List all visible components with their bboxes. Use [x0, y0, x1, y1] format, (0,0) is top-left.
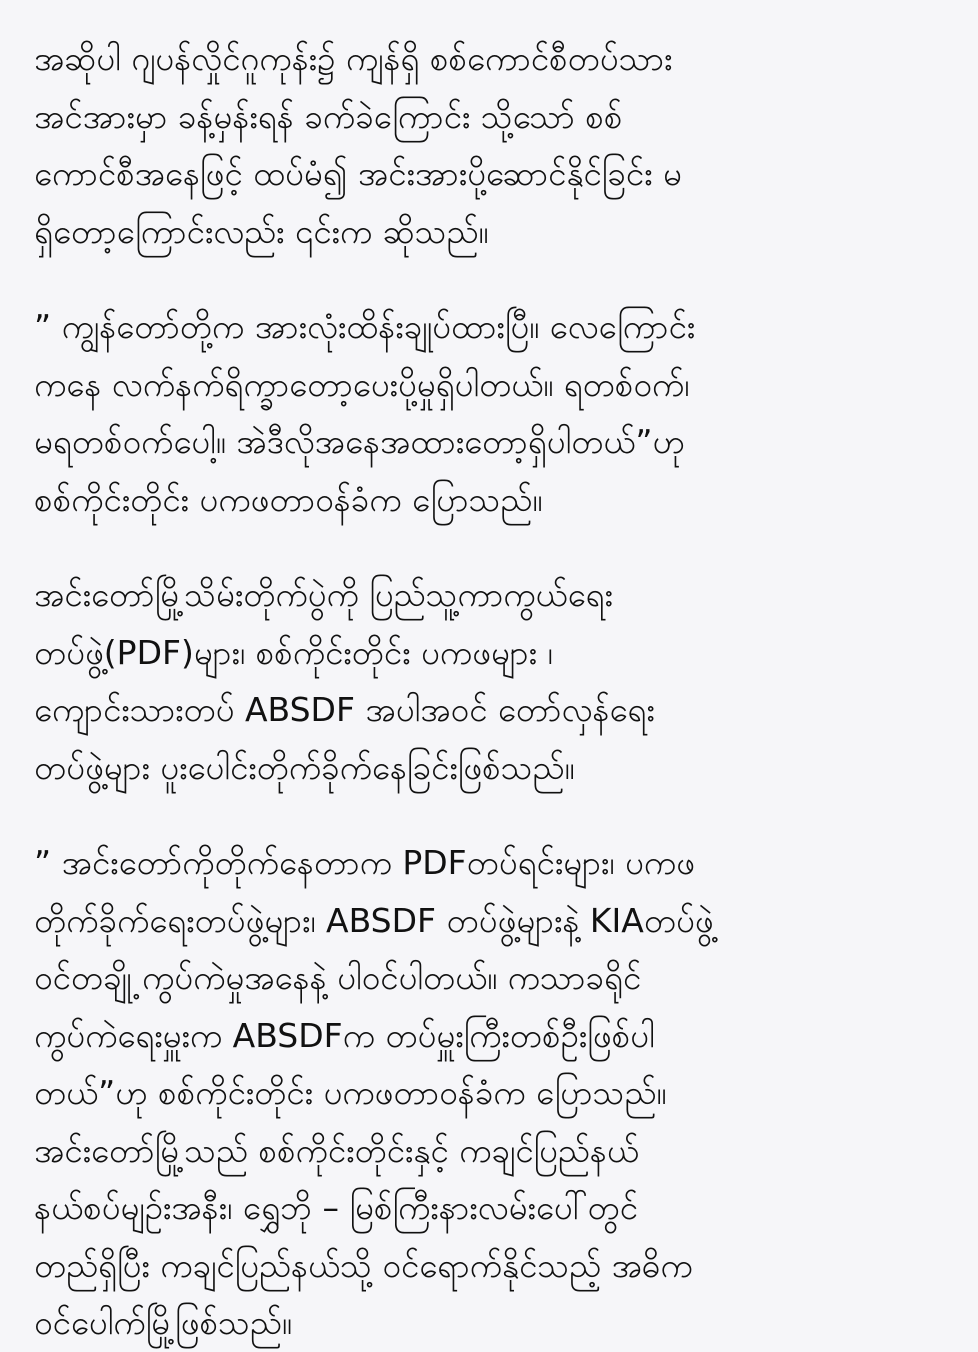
text-line: အဆိုပါ ဂျပန်လှိုင်ဂူကုန်း၌ ကျန်ရှိ စစ်ကောင်စီတပ်သား	[34, 39, 673, 78]
paragraph-3	[34, 566, 938, 796]
text-line: အင်းတော်မြို့သည် စစ်ကိုင်းတိုင်းနှင့် ကချင်ပြည်နယ်	[34, 1130, 639, 1170]
text-line: ကနေ လက်နက်ရိက္ခာတော့ပေးပို့မှုရှိပါတယ်။ ရတစ်ဝက်၊	[34, 364, 690, 404]
text-line: စစ်ကိုင်းတိုင်း ပကဖတာဝန်ခံက ပြောသည်။	[34, 479, 543, 519]
paragraph-4	[34, 834, 938, 1352]
text-line: ကွပ်ကဲရေးမှူးက ABSDFက တပ်မှူးကြီးတစ်ဦးဖြစ်ပါ	[34, 1015, 655, 1055]
text-line: တပ်ဖွဲ့များ ပူးပေါင်းတိုက်ခိုက်နေခြင်းဖြစ်သည်။	[34, 747, 575, 787]
text-line: ဝင်ပေါက်မြို့ဖြစ်သည်။	[34, 1303, 292, 1342]
text-line: တယ်”ဟု စစ်ကိုင်းတိုင်း ပကဖတာဝန်ခံက ပြောသည်။	[34, 1073, 667, 1112]
text-line: ရှိတော့ကြောင်းလည်း ၎င်းက ဆိုသည်။	[34, 211, 489, 251]
text-line: ဝင်တချို့ ကွပ်ကဲမှုအနေနဲ့ ပါဝင်ပါတယ်။ ကသာခရိုင်	[34, 958, 642, 997]
text-line: နယ်စပ်မျဉ်းအနီး၊ ရွှေဘို – မြစ်ကြီးနားလမ်းပေါ်တွင်	[34, 1188, 638, 1227]
text-line: အင်းတော်မြို့သိမ်းတိုက်ပွဲကို ပြည်သူ့ကာကွယ်ရေး	[34, 575, 613, 614]
text-line: ကောင်စီအနေဖြင့် ထပ်မံ၍ အင်းအားပို့ဆောင်နိုင်ခြင်း မ	[34, 154, 682, 193]
paragraph-2	[34, 298, 938, 528]
paragraph-1	[34, 30, 938, 260]
text-line: တည်ရှိပြီး ကချင်ပြည်နယ်သို့ ဝင်ရောက်နိုင်သည့် အဓိက	[34, 1245, 693, 1285]
text-line: အင်အားမှာ ခန့်မှန်းရန် ခက်ခဲကြောင်း သို့သော် စစ်	[34, 96, 623, 136]
text-line: ” ကျွန်တော်တို့က အားလုံးထိန်းချုပ်ထားပြီ။ လေကြောင်း	[34, 307, 696, 346]
text-line: တပ်ဖွဲ့(PDF)များ၊ စစ်ကိုင်းတိုင်း ပကဖများ ၊	[34, 632, 553, 672]
text-line: ” အင်းတော်ကိုတိုက်နေတာက PDFတပ်ရင်းများ၊ ပကဖ	[34, 843, 695, 882]
text-line: တိုက်ခိုက်ရေးတပ်ဖွဲ့များ၊ ABSDF တပ်ဖွဲ့များနဲ့ KIAတပ်ဖွဲ့	[34, 900, 714, 940]
text-line: ကျောင်းသားတပ် ABSDF အပါအဝင် တော်လှန်ရေး	[34, 690, 655, 729]
text-line: မရတစ်ဝက်ပေါ့။ အဲဒီလိုအနေအထားတော့ရှိပါတယ်”ဟု	[34, 422, 685, 461]
